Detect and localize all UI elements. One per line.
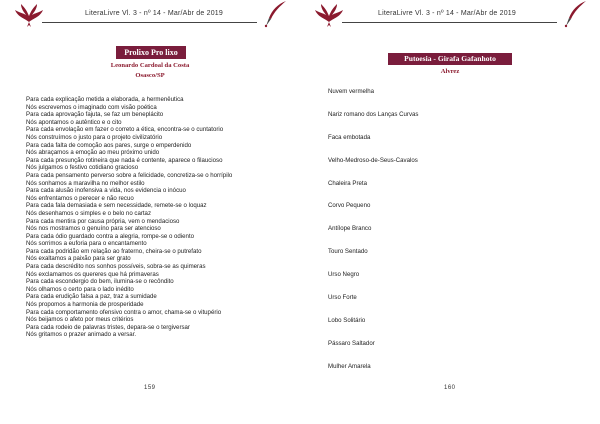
poem-line: Nós abraçamos a emoção ao meu próximo unido (26, 149, 160, 157)
list-item: Urso Negro (328, 271, 360, 279)
list-item: Mulher Amarela (328, 362, 371, 370)
author-location: Alvrez (440, 68, 460, 75)
poem-line: Nós olhamos o certo para o lado inédito (26, 285, 134, 293)
poem-line: Para cada descrédito nos sonhos possíveis, sobra-se as quimeras (26, 263, 206, 271)
poem-line: Nós apontamos o autêntico e o cito (26, 118, 122, 126)
poem-line: Para cada ódio guardado contra a alegria, rompe-se o odiento (26, 232, 195, 240)
poem-line: Para cada alusão inofensiva a vida, nos evidencia o inócuo (26, 187, 186, 195)
poem-line: Para cada rodeio de palavras tristes, depara-se o tergiversar (26, 323, 190, 331)
poem-line: Para cada comportamento ofensivo contra o amor, chama-se o vitupério (26, 308, 222, 316)
poem-title: Putoesia - Girafa Gafanhoto (388, 53, 512, 65)
poem-line: Para cada falta de comoção aos pares, surge o emperdenido (26, 141, 192, 149)
list-item: Nuvem vermelha (328, 88, 375, 95)
poem-line: Nós beijamos o afeto por meus critérios (26, 316, 134, 324)
poem-line: Nós sonhamos a maravilha no melhor estilo (26, 179, 145, 187)
poem-line: Para cada mentira por causa própria, vem o mendacioso (26, 217, 180, 225)
phoenix-logo-icon (314, 2, 344, 28)
poem-line: Nós propomos a harmonia de prosperidade (26, 301, 144, 309)
poem-title: Prolixo Pro lixo (116, 46, 186, 59)
poem-line: Nós enfrentamos o perecer e não recuo (26, 194, 134, 202)
poem-line: Para cada escondergio do bem, ilumina-se o recôndito (26, 278, 174, 286)
poem-body (26, 96, 232, 339)
poem-line: Nós nos mostramos o genuíno para ser atencioso (26, 225, 161, 233)
poem-line: Para cada aprovação fajuta, se faz um beneplácito (26, 111, 164, 119)
list-item: Antílope Branco (328, 225, 372, 233)
list-item: Touro Sentado (328, 248, 368, 256)
header-rule (342, 22, 557, 23)
list-item: Nariz romano dos Lanças Curvas (328, 110, 419, 118)
header-text: LiteraLivre Vl. 3 - nº 14 - Mar/Abr de 2019 (85, 10, 223, 17)
list-item: Corvo Pequeno (328, 202, 371, 210)
header-rule (42, 22, 257, 23)
list-item: Pássaro Saltador (328, 339, 375, 347)
page-number: 159 (144, 385, 156, 391)
list-item: Urso Forte (328, 294, 357, 302)
right-page (300, 0, 600, 424)
phoenix-logo-icon (14, 2, 44, 28)
name-list (328, 88, 418, 386)
poem-line: Para cada presunção rotineira que nada é contente, aparece o filaucioso (26, 156, 223, 164)
poem-line: Nós escrevemos o imaginado com visão poética (26, 103, 157, 111)
poem-line: Para cada erudição falsa a paz, traz a sumidade (26, 293, 157, 301)
poem-line: Nós desenhamos o simples e o belo no cartaz (26, 209, 151, 217)
poem-line: Para cada pensamento perverso sobre a felicidade, concretiza-se o horrípilo (26, 171, 233, 179)
list-item: Faca embotada (328, 133, 371, 141)
page-number: 160 (444, 385, 456, 391)
poem-line: Para cada fala demasiada e sem necessidade, remete-se o loquaz (26, 202, 207, 210)
list-item: Lobo Solitário (328, 316, 366, 324)
poem-line: Para cada envolação em fazer o correto a ética, encontra-se o cuntatorio (26, 126, 224, 134)
poem-line: Para cada podridão em relação ao fraterno, cheira-se o putrefato (26, 247, 202, 255)
poem-line: Para cada explicação metida a elaborada, a hermenêutica (26, 96, 184, 103)
poem-line: Nós exaltamos a paixão para ser grato (26, 255, 131, 263)
author-name: Leonardo Cardoal da Costa (110, 62, 190, 69)
quill-pen-icon (262, 0, 288, 28)
list-item: Chaleira Preta (328, 179, 367, 187)
poem-line: Nós julgamos o festivo cotidiano gracioso (26, 164, 139, 172)
poem-line: Nós gritamos o prazer animado a versar. (26, 331, 137, 339)
poem-line: Nós exclamamos os quereres que há primaveras (26, 270, 159, 278)
header-text: LiteraLivre Vl. 3 - nº 14 - Mar/Abr de 2019 (378, 10, 516, 17)
quill-pen-icon (562, 0, 588, 28)
poem-line: Nós sorrimos a euforia para o encantamento (26, 240, 147, 248)
list-item: Velho-Medroso-de-Seus-Cavalos (328, 156, 418, 164)
author-location: Osasco/SP (135, 72, 165, 79)
poem-line: Nós construímos o justo para o projeto civilizatório (26, 133, 163, 141)
